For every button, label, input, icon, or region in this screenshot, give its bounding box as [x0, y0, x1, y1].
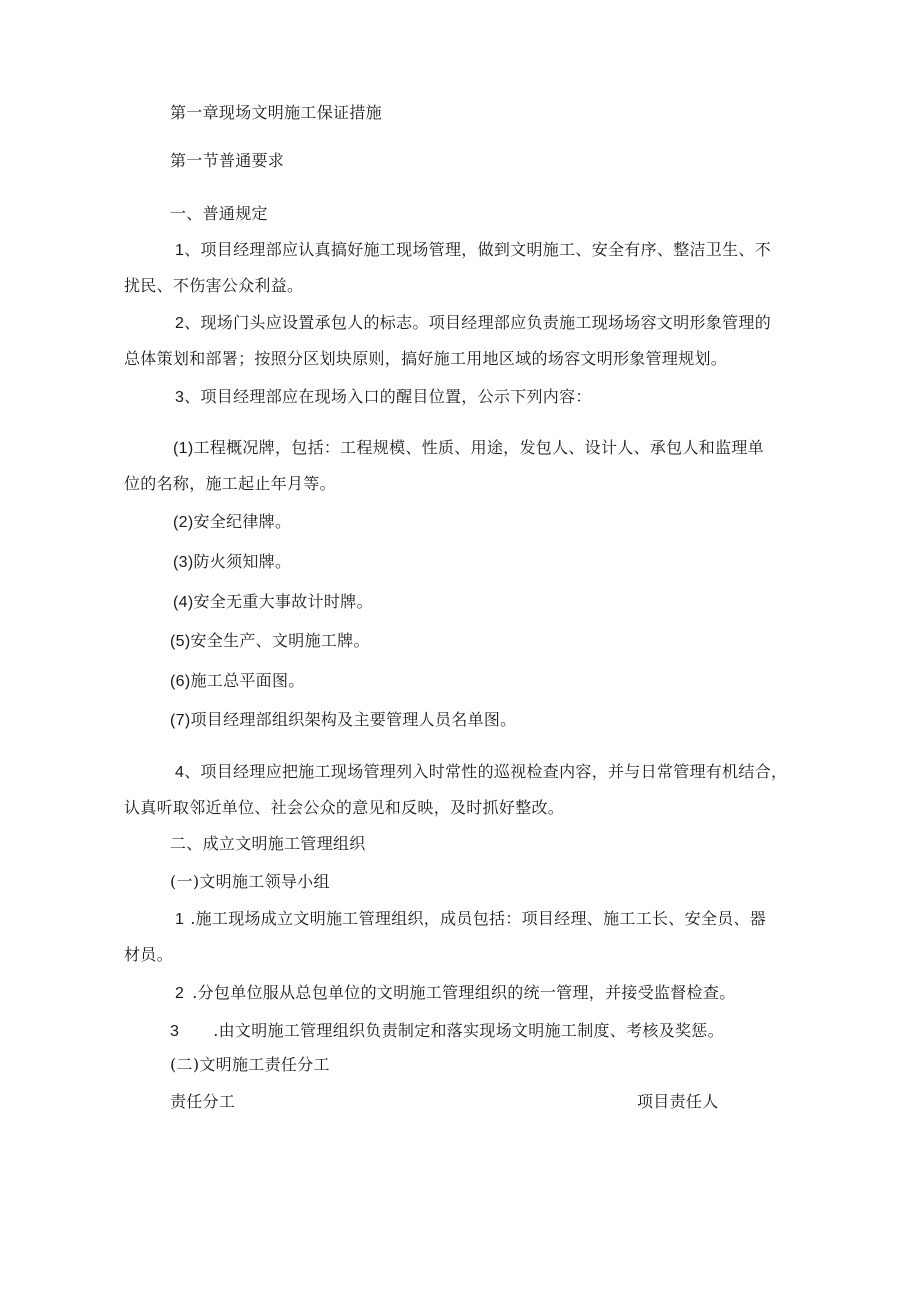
sub-item7-text: 项目经理部组织架构及主要管理人员名单图。	[190, 710, 517, 729]
section-title: 第一节普通要求	[170, 151, 285, 170]
paragraph-item1-line1	[175, 240, 771, 261]
item1-number: 1	[175, 242, 185, 259]
sub-item1-line1	[173, 438, 764, 459]
sub-item6-number: (6)	[170, 673, 191, 690]
item3-text: 、项目经理部应在现场入口的醒目位置，公示下列内容：	[184, 387, 592, 406]
sub-item4	[173, 592, 373, 613]
table-header-responsibility: 责任分工	[170, 1092, 236, 1111]
sub-item2-text: 安全纪律牌。	[193, 512, 292, 531]
sub-item6	[170, 671, 305, 692]
sub-item3	[173, 552, 291, 573]
item3-number: 3	[175, 389, 185, 406]
table-header-person: 项目责任人	[637, 1092, 719, 1111]
sub-item3-text: 防火须知牌。	[193, 552, 292, 571]
paragraph-item4-line1	[175, 762, 787, 783]
item1-text: 、项目经理部应认真搞好施工现场管理，做到文明施工、安全有序、整洁卫生、不	[184, 240, 772, 259]
sub-item6-text: 施工总平面图。	[190, 671, 305, 690]
sub-item7	[170, 710, 516, 731]
chapter-title: 第一章现场文明施工保证措施	[170, 103, 382, 122]
group1-item1-line1	[175, 909, 766, 930]
group1-item3	[170, 1021, 724, 1042]
item4-number: 4	[175, 764, 185, 781]
sub-item2	[173, 512, 291, 533]
paragraph-item2-line1	[175, 313, 771, 334]
sub-item5-number: (5)	[170, 633, 191, 650]
sub-item4-number: (4)	[173, 594, 194, 611]
part2-heading: 二、成立文明施工管理组织	[170, 834, 366, 853]
sub-item1-line2: 位的名称，施工起止年月等。	[124, 474, 336, 493]
group1-item3-number: 3	[170, 1023, 180, 1040]
sub-item5-text: 安全生产、文明施工牌。	[190, 631, 370, 650]
group1-item2	[175, 983, 736, 1004]
group1-item1-text: .施工现场成立文明施工管理组织，成员包括：项目经理、施工工长、安全员、器	[190, 909, 767, 928]
sub-item1-text: 工程概况牌，包括：工程规模、性质、用途，发包人、设计人、承包人和监理单	[193, 438, 764, 457]
part1-heading: 一、普通规定	[170, 204, 268, 223]
sub-item4-text: 安全无重大事故计时牌。	[193, 592, 373, 611]
group1-item2-text: .分包单位服从总包单位的文明施工管理组织的统一管理，并接受监督检查。	[192, 983, 736, 1002]
paragraph-item1-line2: 扰民、不伤害公众利益。	[124, 276, 304, 295]
group1-item1-line2: 材员。	[124, 945, 173, 964]
group1-item3-text: .由文明施工管理组织负责制定和落实现场文明施工制度、考核及奖惩。	[213, 1021, 724, 1040]
group1-item1-number: 1	[175, 911, 185, 928]
item2-number: 2	[175, 315, 185, 332]
paragraph-item4-line2: 认真听取邻近单位、社会公众的意见和反映，及时抓好整改。	[124, 798, 565, 817]
sub-item7-number: (7)	[170, 712, 191, 729]
item4-text: 、项目经理应把施工现场管理列入时常性的巡视检查内容，并与日常管理有机结合，	[184, 762, 788, 781]
item2-text: 、现场门头应设置承包人的标志。项目经理部应负责施工现场场容文明形象管理的	[184, 313, 772, 332]
paragraph-item3-line1	[175, 387, 592, 408]
group1-title: (一)文明施工领导小组	[170, 872, 330, 891]
sub-item3-number: (3)	[173, 554, 194, 571]
paragraph-item2-line2: 总体策划和部署；按照分区划块原则，搞好施工用地区域的场容文明形象管理规划。	[124, 349, 728, 368]
group1-item2-number: 2	[175, 985, 185, 1002]
group2-title: (二)文明施工责任分工	[170, 1055, 330, 1074]
sub-item5	[170, 631, 370, 652]
sub-item2-number: (2)	[173, 514, 194, 531]
sub-item1-number: (1)	[173, 440, 194, 457]
